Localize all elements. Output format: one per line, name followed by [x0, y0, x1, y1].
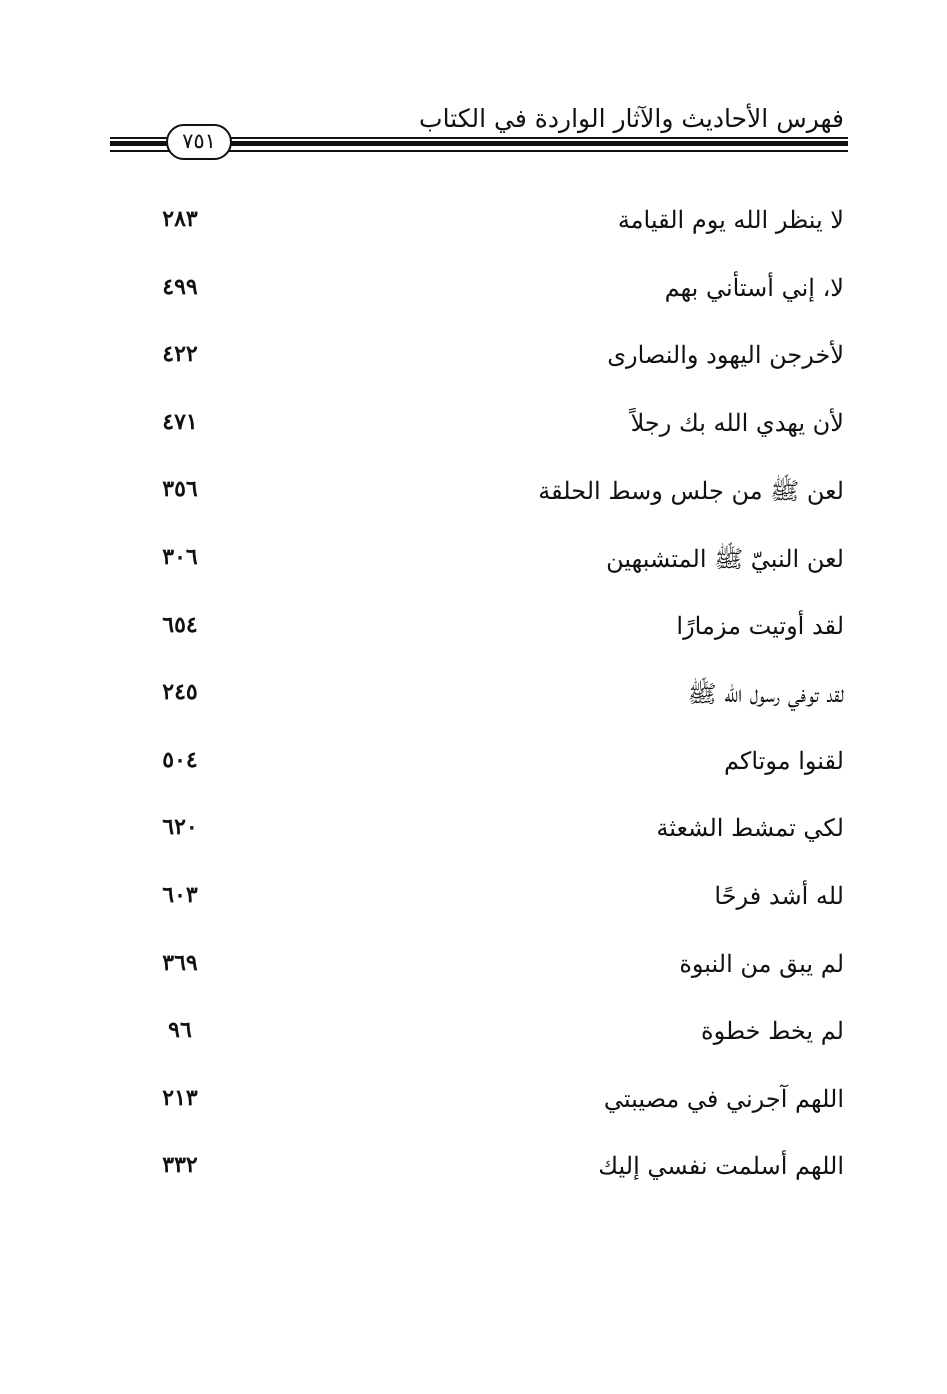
- index-entry: [0, 731, 947, 799]
- entry-page-number: ٢٤٥: [162, 679, 198, 706]
- index-entry: [0, 934, 947, 1002]
- entry-text: لا، إني أستأني بهم: [664, 273, 844, 302]
- page-number-badge: ٧٥١: [166, 124, 232, 160]
- entry-text: لقد أوتيت مزمارًا: [676, 611, 844, 640]
- index-entry: [0, 190, 947, 258]
- index-entry: [0, 866, 947, 934]
- entry-text: لعن النبيّ ﷺ المتشبهين: [606, 544, 844, 573]
- entry-text: لله أشد فرحًا: [714, 881, 844, 910]
- index-entry: [0, 1069, 947, 1137]
- index-entry: [0, 258, 947, 326]
- entry-page-number: ٣٥٦: [162, 476, 198, 503]
- entry-page-number: ٤٩٩: [162, 273, 198, 300]
- running-header: [0, 0, 947, 170]
- entry-page-number: ٣٣٢: [162, 1152, 198, 1179]
- index-entry: [0, 528, 947, 596]
- entry-text: لأن يهدي الله بك رجلاً: [630, 408, 844, 437]
- entry-text: لقنوا موتاكم: [723, 746, 844, 775]
- entry-page-number: ٦٥٤: [162, 611, 198, 638]
- entry-page-number: ٦٢٠: [162, 814, 198, 841]
- entry-text: لكي تمشط الشعثة: [656, 814, 844, 843]
- index-entry: [0, 1136, 947, 1204]
- entry-text: لأخرجن اليهود والنصارى: [607, 341, 844, 370]
- entry-text: اللهم آجرني في مصيبتي: [603, 1084, 844, 1113]
- entry-page-number: ٥٠٤: [162, 746, 198, 773]
- index-entry: [0, 1001, 947, 1069]
- entry-text: لقد توفي رسول الله ﷺ: [687, 680, 844, 709]
- entry-page-number: ٣٠٦: [162, 543, 198, 570]
- entry-text: لا ينظر الله يوم القيامة: [617, 206, 844, 234]
- index-entry: [0, 393, 947, 461]
- entry-page-number: ٦٠٣: [162, 881, 198, 908]
- running-title: فهرس الأحاديث والآثار الواردة في الكتاب: [419, 104, 844, 133]
- index-entry: [0, 798, 947, 866]
- entry-page-number: ٤٧١: [162, 408, 198, 435]
- entry-page-number: ٩٦: [168, 1017, 192, 1044]
- entry-page-number: ٣٦٩: [162, 949, 198, 976]
- index-entry: [0, 596, 947, 664]
- entry-text: اللهم أسلمت نفسي إليك: [598, 1152, 844, 1181]
- entry-text: لم يخط خطوة: [701, 1017, 844, 1046]
- entry-page-number: ٢١٣: [162, 1084, 198, 1111]
- entry-page-number: ٢٨٣: [162, 206, 198, 232]
- entry-page-number: ٤٢٢: [162, 341, 198, 368]
- entry-text: لم يبق من النبوة: [679, 949, 844, 978]
- index-entry: [0, 663, 947, 731]
- index-entries-list: [0, 190, 947, 1204]
- index-entry: [0, 460, 947, 528]
- index-entry: [0, 325, 947, 393]
- entry-text: لعن ﷺ من جلس وسط الحلقة: [538, 477, 844, 506]
